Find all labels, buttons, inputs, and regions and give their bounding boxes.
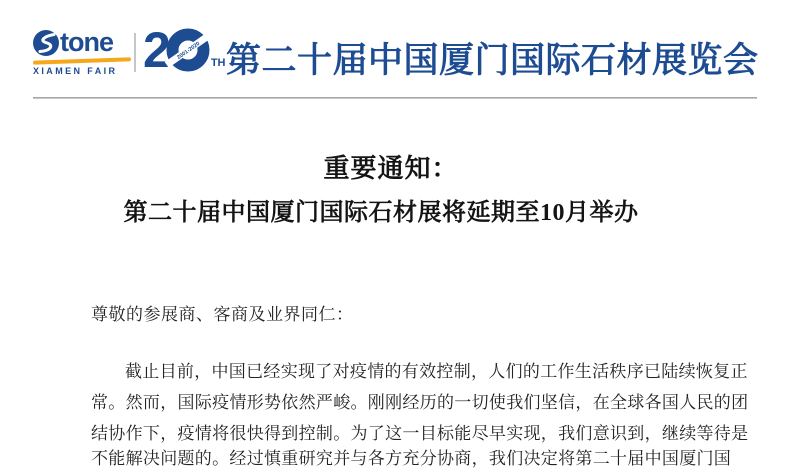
yellow-swoosh [33, 57, 131, 64]
xiamen-fair-text: XIAMEN FAIR [33, 66, 118, 76]
salutation: 尊敬的参展商、客商及业界同仁： [91, 305, 354, 324]
logo-divider [134, 33, 136, 72]
anniversary-suffix: TH [210, 57, 226, 69]
anniversary-zero-icon [165, 27, 210, 72]
stone-globe-icon [33, 30, 59, 56]
anniversary-20th-logo [143, 22, 226, 78]
anniversary-digit: 2 [143, 22, 169, 78]
stone-brand-text: tone [60, 27, 113, 57]
stone-fair-logo [33, 29, 131, 76]
paragraph-line-clipped: 不能解决问题的。经过慎重研究并与各方充分协商，我们决定将第二十届中国厦门国 [91, 449, 732, 468]
notice-subtitle: 第二十届中国厦门国际石材展将延期至10月举办 [123, 200, 639, 226]
stone-wordmark [33, 29, 131, 56]
notice-title: 重要通知： [323, 154, 459, 183]
header-title: 第二十届中国厦门国际石材展览会 [226, 41, 759, 80]
paragraph-line: 截止目前，中国已经实现了对疫情的有效控制，人们的工作生活秩序已陆续恢复正 [125, 362, 748, 381]
paragraph-line: 结协作下，疫情将很快得到控制。为了这一目标能尽早实现，我们意识到，继续等待是 [91, 424, 749, 443]
anniversary-years-text: 2001-2020 [176, 40, 201, 61]
header-divider-rule [33, 97, 757, 99]
paragraph-line: 常。然而，国际疫情形势依然严峻。刚刚经历的一切使我们坚信，在全球各国人民的团 [91, 393, 749, 412]
